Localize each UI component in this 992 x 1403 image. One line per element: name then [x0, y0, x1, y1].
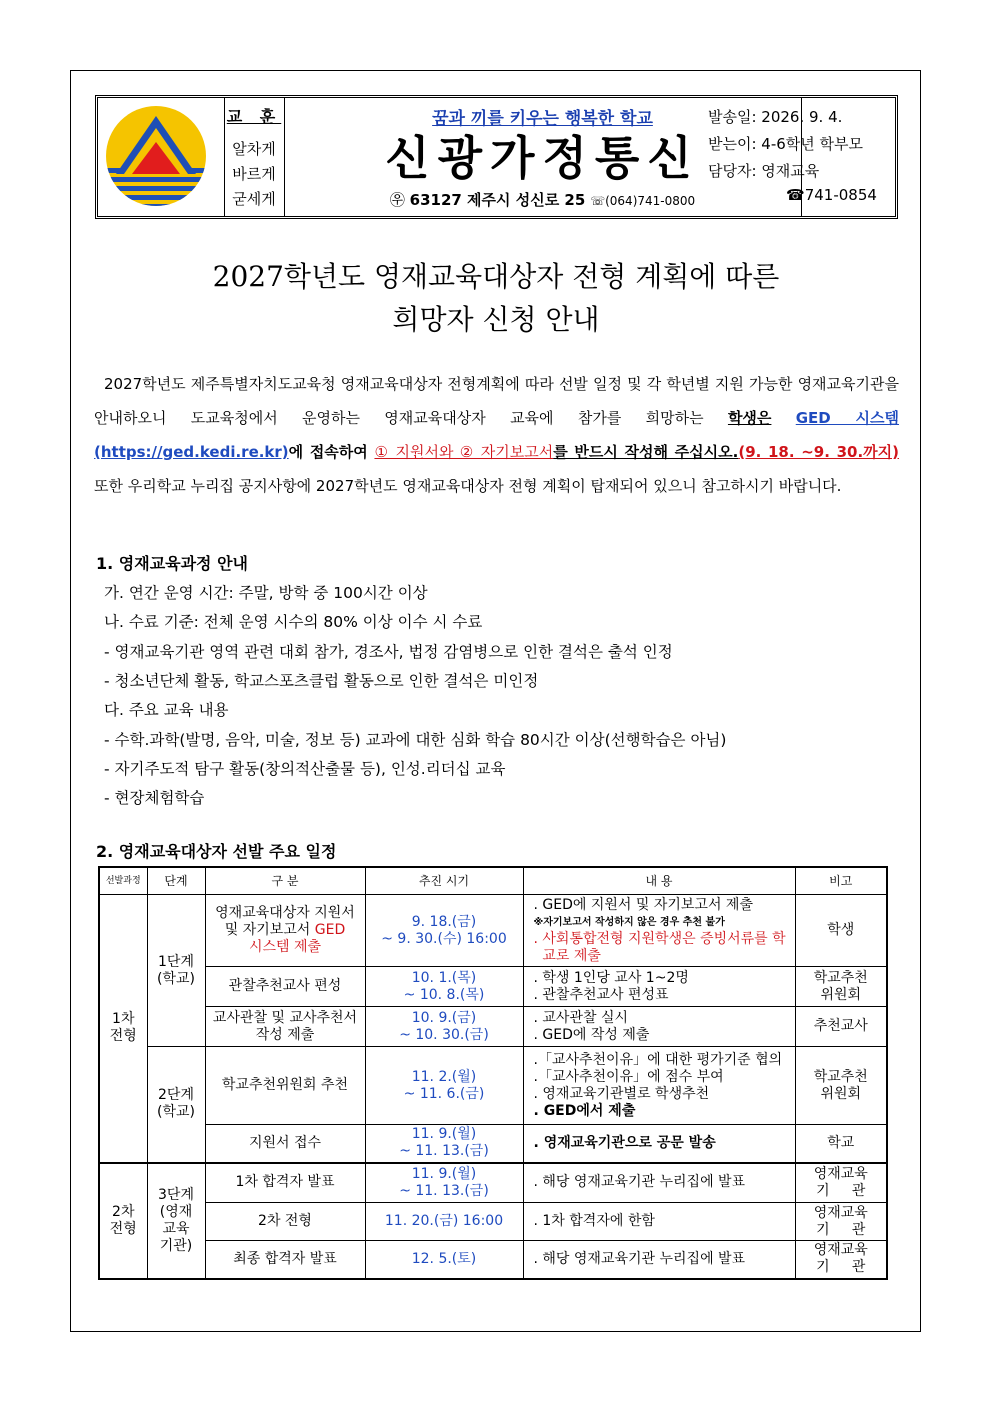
- note-cell: 영재교육 기 관: [795, 1241, 887, 1279]
- address-text: 63127 제주시 성신로 25: [409, 191, 586, 209]
- postal-icon: ㉾: [389, 191, 405, 209]
- period-cell: 11. 9.(월) ~ 11. 13.(금): [365, 1163, 523, 1203]
- period-cell: 11. 9.(월) ~ 11. 13.(금): [365, 1125, 523, 1163]
- note-cell: 학교: [795, 1125, 887, 1163]
- content-cell: . 1차 합격자에 한함: [523, 1203, 795, 1241]
- item-cell: 관찰추천교사 편성: [205, 967, 365, 1007]
- table-row: [99, 1047, 887, 1125]
- school-motto: [224, 98, 285, 216]
- section2-heading: 2. 영재교육대상자 선발 주요 일정: [96, 842, 337, 861]
- section1-line: 나. 수료 기준: 전체 운영 시수의 80% 이상 이수 시 수료: [104, 613, 483, 631]
- table-row: [99, 967, 887, 1007]
- intro-text: 학생은: [727, 409, 772, 427]
- content-text: . GED에서 제출: [533, 1102, 636, 1119]
- table-row: [99, 1241, 887, 1279]
- newsletter-name: 신광가정통신: [385, 131, 700, 185]
- content-text: . GED에 지원서 및 자기보고서 제출: [533, 896, 753, 913]
- slogan-text: 끼를 키우는 행복한 학교: [470, 109, 653, 129]
- table-row: [99, 1007, 887, 1047]
- school-logo: [98, 98, 225, 216]
- stage-cell: 2단계 (학교): [147, 1047, 205, 1163]
- phone-icon: ☎: [786, 186, 805, 204]
- intro-text: 또한 우리학교 누리집 공지사항에 2027학년도 영재교육대상자 전형 계획이 탑재되어 있으니 참고하시기 바랍니다.: [94, 477, 842, 495]
- note-cell: 학생: [795, 895, 887, 967]
- column-header: 내 용: [523, 867, 795, 895]
- section1-line: 가. 연간 운영 시간: 주말, 방학 중 100시간 이상: [104, 584, 428, 602]
- content-cell: . 교사관찰 실시 . GED에 작성 제출: [523, 1007, 795, 1047]
- process-cell: 2차 전형: [99, 1163, 147, 1279]
- phone-icon: ☏: [590, 194, 606, 208]
- intro-text: 2027학년도 제주특별자치도교육청 영재교육대상자 전형계획에 따라 선발 일정 및 각 학년별 지원 가능한 영재교육기관을 안내하오니 도교육청에서 운영하는 영재교육대상자 교육에 참가를 희망하는: [94, 375, 899, 427]
- intro-paragraph: [94, 367, 899, 503]
- period-cell: 11. 2.(월) ~ 11. 6.(금): [365, 1047, 523, 1125]
- note-cell: 학교추천 위원회: [795, 1047, 887, 1125]
- table-row: [99, 1163, 887, 1203]
- intro-text: 를 반드시 작성해 주십시오.: [553, 443, 739, 461]
- note-cell: 영재교육 기 관: [795, 1163, 887, 1203]
- recipient: 받는이: 4-6학년 학부모: [708, 135, 864, 153]
- note-cell: 추천교사: [795, 1007, 887, 1047]
- item-cell: 최종 합격자 발표: [205, 1241, 365, 1279]
- intro-text: ① 지원서와 ② 자기보고서: [374, 443, 554, 461]
- content-note: ※자기보고서 작성하지 않은 경우 추천 불가: [533, 916, 725, 928]
- table-header-row: [99, 867, 887, 895]
- section1-line: - 수학.과학(발명, 음악, 미술, 정보 등) 교과에 대한 심화 학습 80시간 이상(선행학습은 아님): [104, 731, 727, 749]
- section1-line: 다. 주요 교육 내용: [104, 701, 229, 719]
- content-cell: . 학생 1인당 교사 1~2명 . 관찰추천교사 편성표: [523, 967, 795, 1007]
- process-cell: 1차 전형: [99, 895, 147, 1163]
- table-row: [99, 1125, 887, 1163]
- note-cell: 학교추천 위원회: [795, 967, 887, 1007]
- item-cell: 학교추천위원회 추천: [205, 1047, 365, 1125]
- stage-cell: 3단계 (영재 교육 기관): [147, 1163, 205, 1279]
- section1-heading: 1. 영재교육과정 안내: [96, 554, 248, 573]
- content-cell: . 해당 영재교육기관 누리집에 발표: [523, 1241, 795, 1279]
- contact-phone: 741-0854: [804, 186, 877, 204]
- document-subtitle: 희망자 신청 안내: [392, 303, 600, 336]
- slogan-text: 꿈과: [432, 109, 471, 129]
- section1-line: - 청소년단체 활동, 학교스포츠클럽 활동으로 인한 결석은 미인정: [104, 672, 539, 690]
- intro-text: 에 접속하여: [288, 443, 375, 461]
- item-text: 영재교육대상자 지원서 및 자기보고서: [215, 905, 355, 938]
- motto-line: 굳세게: [232, 190, 276, 208]
- document-title: 2027학년도 영재교육대상자 전형 계획에 따른: [212, 260, 780, 293]
- item-cell: [205, 895, 365, 967]
- deadline-text: (9. 18. ~9. 30.까지): [738, 443, 899, 461]
- column-header: 구 분: [205, 867, 365, 895]
- table-row: [99, 895, 887, 967]
- ged-link[interactable]: GED 시스템(https://ged.kedi.re.kr): [94, 409, 900, 461]
- item-cell: 2차 전형: [205, 1203, 365, 1241]
- period-cell: 10. 9.(금) ~ 10. 30.(금): [365, 1007, 523, 1047]
- item-cell: 지원서 접수: [205, 1125, 365, 1163]
- section1-line: - 현장체험학습: [104, 789, 205, 807]
- content-cell: . 영재교육기관으로 공문 발송: [523, 1125, 795, 1163]
- person-in-charge: 담당자: 영재교육: [708, 162, 820, 180]
- table-row: [99, 1203, 887, 1241]
- address-phone: (064)741-0800: [605, 194, 696, 208]
- period-cell: 12. 5.(토): [365, 1241, 523, 1279]
- item-text: GED 시스템 제출: [248, 922, 346, 955]
- motto-title: 교 훈: [226, 107, 282, 126]
- note-cell: 영재교육 기 관: [795, 1203, 887, 1241]
- period-cell: 9. 18.(금) ~ 9. 30.(수) 16:00: [365, 895, 523, 967]
- contact-phone-line: [786, 186, 877, 204]
- column-header: 추진 시기: [365, 867, 523, 895]
- stage-cell: 1단계 (학교): [147, 895, 205, 1047]
- motto-line: 알차게: [232, 140, 276, 158]
- item-cell: 교사관찰 및 교사추천서 작성 제출: [205, 1007, 365, 1047]
- column-header: 비고: [795, 867, 887, 895]
- period-cell: 11. 20.(금) 16:00: [365, 1203, 523, 1241]
- content-cell: . 해당 영재교육기관 누리집에 발표: [523, 1163, 795, 1203]
- content-cell: [523, 1047, 795, 1125]
- school-address: [284, 189, 801, 210]
- send-date: 발송일: 2026. 9. 4.: [708, 108, 843, 126]
- section1-line: - 자기주도적 탐구 활동(창의적산출물 등), 인성.리더십 교육: [104, 760, 506, 778]
- content-text: .「교사추천이유」에 대한 평가기준 협의 .「교사추천이유」에 점수 부여 . 영재교육기관별로 학생추천: [533, 1051, 783, 1102]
- content-cell: [523, 895, 795, 967]
- item-cell: 1차 합격자 발표: [205, 1163, 365, 1203]
- column-header: 단계: [147, 867, 205, 895]
- content-text: . 사회통합전형 지원학생은 증빙서류를 학 교로 제출: [533, 930, 786, 964]
- schedule-table: [98, 866, 888, 1280]
- column-header: 선발과정: [99, 867, 147, 895]
- period-cell: 10. 1.(목) ~ 10. 8.(목): [365, 967, 523, 1007]
- section1-line: - 영재교육기관 영역 관련 대회 참가, 경조사, 법정 감염병으로 인한 결석은 출석 인정: [104, 643, 673, 661]
- motto-line: 바르게: [232, 165, 276, 183]
